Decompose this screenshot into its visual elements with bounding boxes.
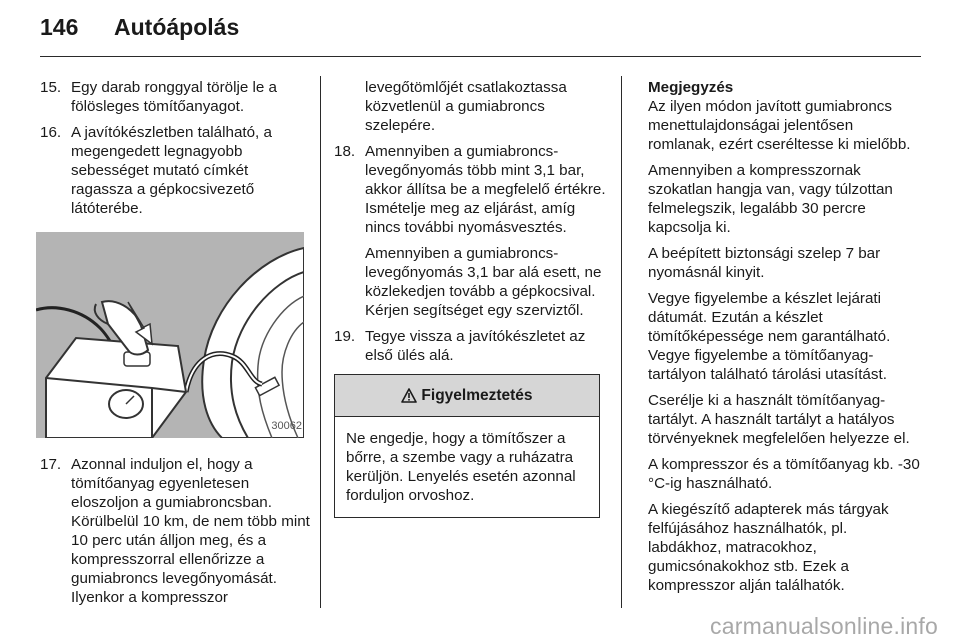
page-number: 146 xyxy=(40,14,79,40)
warning-header xyxy=(335,375,599,417)
paragraph: A beépített biztonsági szelep 7 bar nyomásnál kinyit. xyxy=(648,245,881,281)
column-divider-2 xyxy=(621,76,622,608)
header-divider xyxy=(40,56,921,57)
step-text: Azonnal induljon el, hogy a tömítőanyag egyenletesen eloszoljon a gumiabroncsban. Körülbelül 10 km, de nem több mint 10 perc után álljon meg, és a kompresszorral ellenőrizze a gumiabroncs levegőnyomását. Ilyenkor a kompresszor xyxy=(71,456,310,606)
warning-box xyxy=(334,374,600,518)
figure-number: 30062 xyxy=(271,420,302,432)
step-19 xyxy=(334,327,610,365)
note-text: Az ilyen módon javított gumiabroncs menettulajdonságai jelentősen romlanak, ezért cseréltesse ki mielőbb. xyxy=(648,98,911,153)
paragraph: A kiegészítő adapterek más tárgyak felfújásához használhatók, pl. labdákhoz, matracokhoz, gumicsónakokhoz stb. Ezek a kompresszor alján találhatók. xyxy=(648,501,889,594)
paragraph: A kompresszor és a tömítőanyag kb. -30 °C-ig használható. xyxy=(648,456,920,492)
step-text: Egy darab ronggyal törölje le a fölösleges tömítőanyagot. xyxy=(71,79,278,115)
step-number: 19. xyxy=(334,328,356,345)
step-number: 16. xyxy=(40,124,62,141)
step-18-subparagraph: Amennyiben a gumiabroncs-levegőnyomás 3,1 bar alá esett, ne közlekedjen tovább a gépkocsival. Kérjen segítséget egy szerviztől. xyxy=(365,245,602,319)
step-16 xyxy=(40,123,312,218)
note-title: Megjegyzés xyxy=(648,79,734,96)
warning-text: Ne engedje, hogy a tömítőszer a bőrre, a szembe vagy a ruházatra kerüljön. Lenyelés esetén azonnal forduljon orvoshoz. xyxy=(346,430,576,504)
page-title: Autóápolás xyxy=(114,14,240,40)
column-3 xyxy=(648,78,920,602)
step-18 xyxy=(334,142,610,237)
column-divider-1 xyxy=(320,76,321,608)
column-1 xyxy=(40,78,312,614)
step-number: 15. xyxy=(40,79,62,96)
step-text: A javítókészletben található, a megengedett legnagyobb sebességet mutató címkét ragassza a gépkocsivezető látóterébe. xyxy=(71,124,272,217)
step-17 xyxy=(40,455,312,607)
column-2 xyxy=(334,78,610,518)
step-15 xyxy=(40,78,312,116)
step-17-continuation: levegőtömlőjét csatlakoztassa közvetlenül a gumiabroncs szelepére. xyxy=(365,79,567,134)
compressor-tire-drawing xyxy=(36,232,304,438)
page-header xyxy=(40,14,239,41)
paragraph: Amennyiben a kompresszornak szokatlan hangja van, vagy túlzottan felmelegszik, legalább 30 percre kapcsolja ki. xyxy=(648,162,893,236)
warning-title: Figyelmeztetés xyxy=(421,387,533,404)
step-number: 18. xyxy=(334,143,356,160)
watermark: carmanualsonline.info xyxy=(710,613,938,639)
compressor-illustration xyxy=(36,232,304,438)
paragraph: Cserélje ki a használt tömítőanyag-tartályt. A használt tartályt a hatályos törvényeknek megfelelően helyezze el. xyxy=(648,392,910,447)
warning-triangle-icon xyxy=(401,388,417,403)
paragraph: Vegye figyelembe a készlet lejárati dátumát. Ezután a készlet tömítőképessége nem garantálható. Vegye figyelembe a tömítőanyag-tartályon található tárolási utasítást. xyxy=(648,290,891,383)
step-text: Tegye vissza a javítókészletet az első ülés alá. xyxy=(365,328,586,364)
step-number: 17. xyxy=(40,456,62,473)
step-text: Amennyiben a gumiabroncs-levegőnyomás több mint 3,1 bar, akkor állítsa be a megfelelő értékre. Ismételje meg az eljárást, amíg nincs további nyomásvesztés. xyxy=(365,143,606,236)
